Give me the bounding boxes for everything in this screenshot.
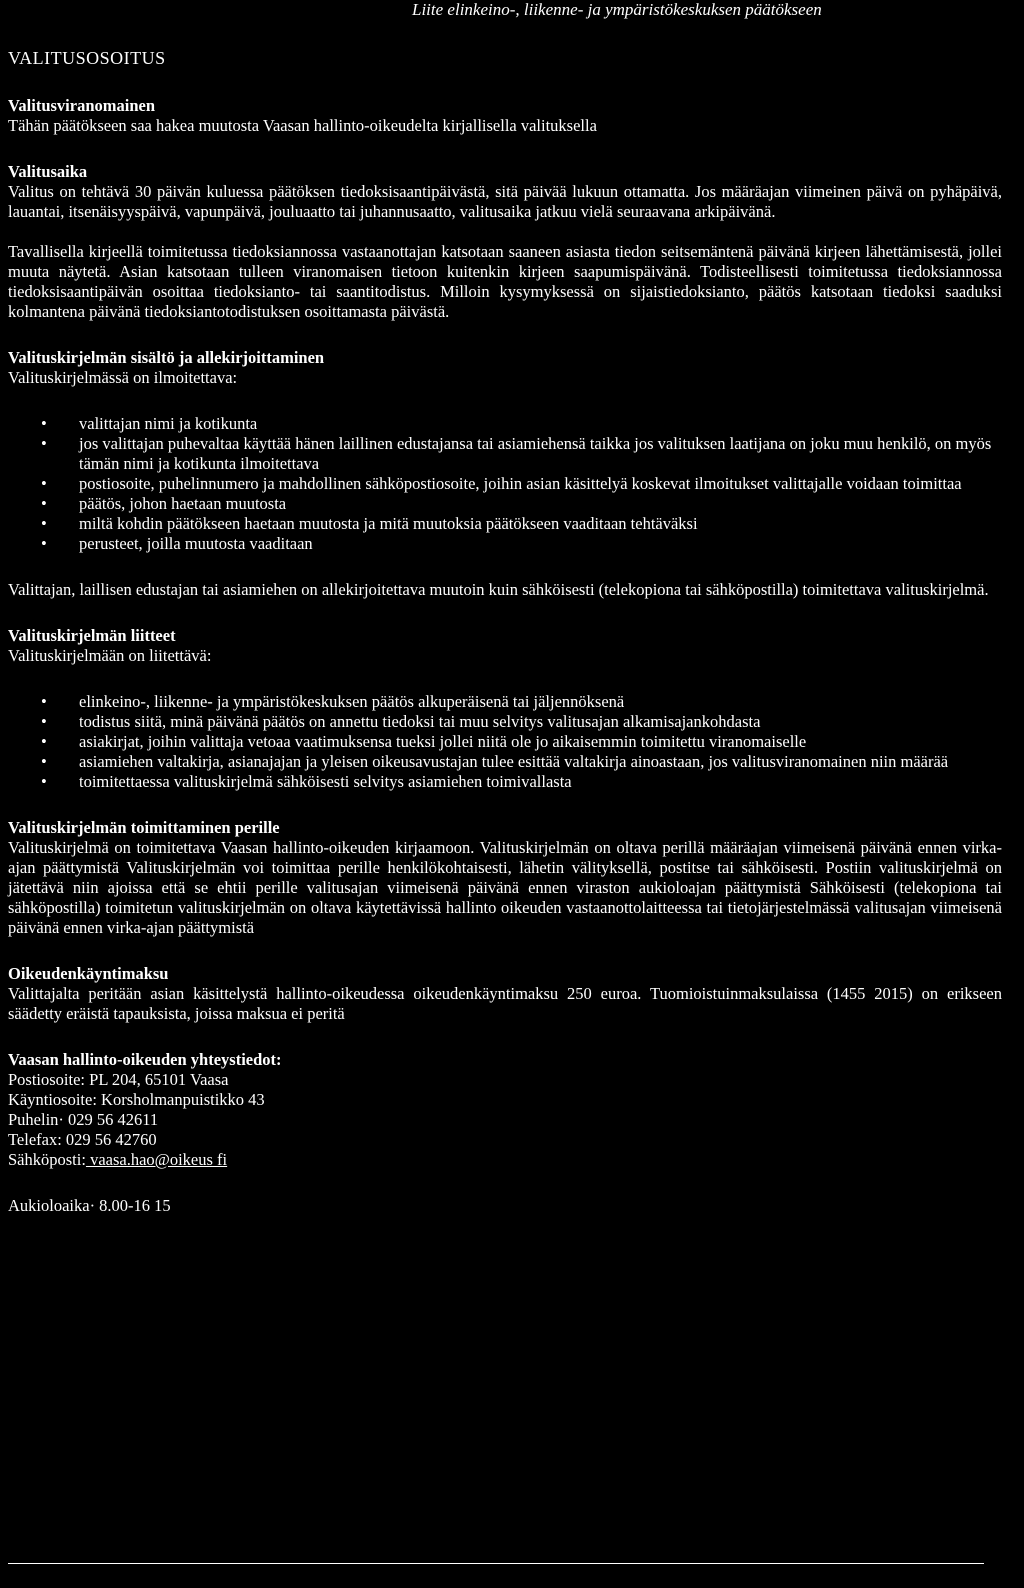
list-item: • postiosoite, puhelinnumero ja mahdollinen sähköpostiosoite, joihin asian käsittelyä koskevat ilmoitukset valittajalle voidaan toimittaa <box>41 474 962 493</box>
section-liitteet <box>8 626 1002 792</box>
section-text: Valittajalta peritään asian käsittelystä hallinto-oikeudessa oikeudenkäyntimaksu 250 euroa. Tuomioistuinmaksulaissa (1455 2015) on erikseen säädetty eräistä tapauksista, joissa maksua ei peritä <box>8 984 1002 1023</box>
section-valitusviranomainen <box>8 96 1002 136</box>
section-title: Vaasan hallinto-oikeuden yhteystiedot: <box>8 1050 282 1069</box>
list-item: • todistus siitä, minä päivänä päätös on annettu tiedoksi tai muu selvitys valitusajan alkamisajankohdasta <box>41 712 761 731</box>
list-item: • asiakirjat, joihin valittaja vetoaa vaatimuksensa tueksi jollei niitä ole jo aikaisemmin toimitettu viranomaiselle <box>41 732 807 751</box>
section-text: Valitus on tehtävä 30 päivän kuluessa päätöksen tiedoksisaantipäivästä, sitä päivää lukuun ottamatta. Jos määräajan viimeinen päivä on pyhäpäivä, lauantai, itsenäisyyspäivä, vapunpäivä, jouluaatto tai juhannusaatto, valitusaika jatkuu vielä seuraavana arkipäivänä. <box>8 182 1002 221</box>
list-item: • valittajan nimi ja kotikunta <box>41 414 258 433</box>
section-toimittaminen <box>8 818 1002 938</box>
list-item: • asiamiehen valtakirja, asianajajan ja yleisen oikeusavustajan tulee esittää valtakirja ainoastaan, jos valitusviranomainen niin määrää <box>41 752 949 771</box>
section-intro: Valituskirjelmässä on ilmoitettava: <box>8 368 238 387</box>
section-text: Valittajan, laillisen edustajan tai asiamiehen on allekirjoitettava muutoin kuin sähköisesti (telekopiona tai sähköpostilla) toimitettava valituskirjelmä. <box>8 580 989 599</box>
section-valitusaika <box>8 162 1002 322</box>
visiting-address: Käyntiosoite: Korsholmanpuistikko 43 <box>8 1090 265 1109</box>
section-text: Tavallisella kirjeellä toimitetussa tiedoksiannossa vastaanottajan katsotaan saaneen asiasta tiedon seitsemäntenä päivänä kirjeen lähettämisestä, jollei muuta näytetä. Asian katsotaan tulleen viranomaisen tietoon kuitenkin kirjeen saapumispäivänä. Todisteellisesti toimitetussa tiedoksiannossa tiedoksisaantipäivän osoittaa tiedoksianto- tai saantitodistus. Milloin kysymyksessä on sijaistiedoksianto, päätös katsotaan tiedoksi saaduksi kolmantena päivänä tiedoksiantotodistuksen osoittamasta päivästä. <box>8 242 1002 321</box>
section-text: Valituskirjelmä on toimitettava Vaasan hallinto-oikeuden kirjaamoon. Valituskirjelmän on oltava perillä määräajan viimeisenä päivänä ennen virka-ajan päättymistä Valituskirjelmän voi toimittaa perille henkilökohtaisesti, lähetin välityksellä, postitse tai sähköisesti. Postiin valituskirjelmä on jätettävä niin ajoissa että se ehtii perille valitusajan viimeisenä päivänä ennen viraston aukioloajan päättymistä Sähköisesti (telekopiona tai sähköpostilla) toimitetun valituskirjelmän on oltava käytettävissä hallinto oikeuden vastaanottolaitteessa tai tietojärjestelmässä valitusajan viimeisenä päivänä ennen virka-ajan päättymistä <box>8 838 1002 937</box>
section-title: Valitusviranomainen <box>8 96 156 115</box>
document-title: VALITUSOSOITUS <box>8 48 166 68</box>
fax-number: Telefax: 029 56 42760 <box>8 1130 157 1149</box>
email-link[interactable]: vaasa.hao@oikeus fi <box>85 1150 228 1169</box>
list-item: • toimitettaessa valituskirjelmä sähköisesti selvitys asiamiehen toimivallasta <box>41 772 572 791</box>
content-requirements-list <box>8 414 1002 554</box>
header-note: Liite elinkeino-, liikenne- ja ympäristökeskuksen päätökseen <box>412 0 822 19</box>
section-title: Valituskirjelmän toimittaminen perille <box>8 818 280 837</box>
section-title: Valituskirjelmän liitteet <box>8 626 176 645</box>
list-item: • päätös, johon haetaan muutosta <box>41 494 287 513</box>
document-body <box>8 96 1002 1216</box>
list-item: • perusteet, joilla muutosta vaaditaan <box>41 534 313 553</box>
section-sisalto <box>8 348 1002 600</box>
list-item: • jos valittajan puhevaltaa käyttää hänen laillinen edustajansa tai asiamiehensä taikka jos valituksen laatijana on joku muu henkilö, on myös tämän nimi ja kotikunta ilmoitettava <box>41 434 992 473</box>
list-item: • elinkeino-, liikenne- ja ympäristökeskuksen päätös alkuperäisenä tai jäljennöksenä <box>41 692 625 711</box>
footer-divider <box>8 1563 984 1564</box>
section-text: Tähän päätökseen saa hakea muutosta Vaasan hallinto-oikeudelta kirjallisella valituksella <box>8 116 597 135</box>
section-title: Valituskirjelmän sisältö ja allekirjoittaminen <box>8 348 325 367</box>
attachments-list <box>8 692 1002 792</box>
postal-address: Postiosoite: PL 204, 65101 Vaasa <box>8 1070 229 1089</box>
email-line <box>8 1150 1002 1170</box>
phone-number: Puhelin· 029 56 42611 <box>8 1110 159 1129</box>
section-intro: Valituskirjelmään on liitettävä: <box>8 646 212 665</box>
section-title: Valitusaika <box>8 162 88 181</box>
list-item: • miltä kohdin päätökseen haetaan muutosta ja mitä muutoksia päätökseen vaaditaan tehtäväksi <box>41 514 698 533</box>
email-label: Sähköposti: <box>8 1150 86 1169</box>
opening-hours: Aukioloaika· 8.00-16 15 <box>8 1196 171 1215</box>
section-title: Oikeudenkäyntimaksu <box>8 964 169 983</box>
section-oikeudenkayntimaksu <box>8 964 1002 1024</box>
section-yhteystiedot <box>8 1050 1002 1216</box>
